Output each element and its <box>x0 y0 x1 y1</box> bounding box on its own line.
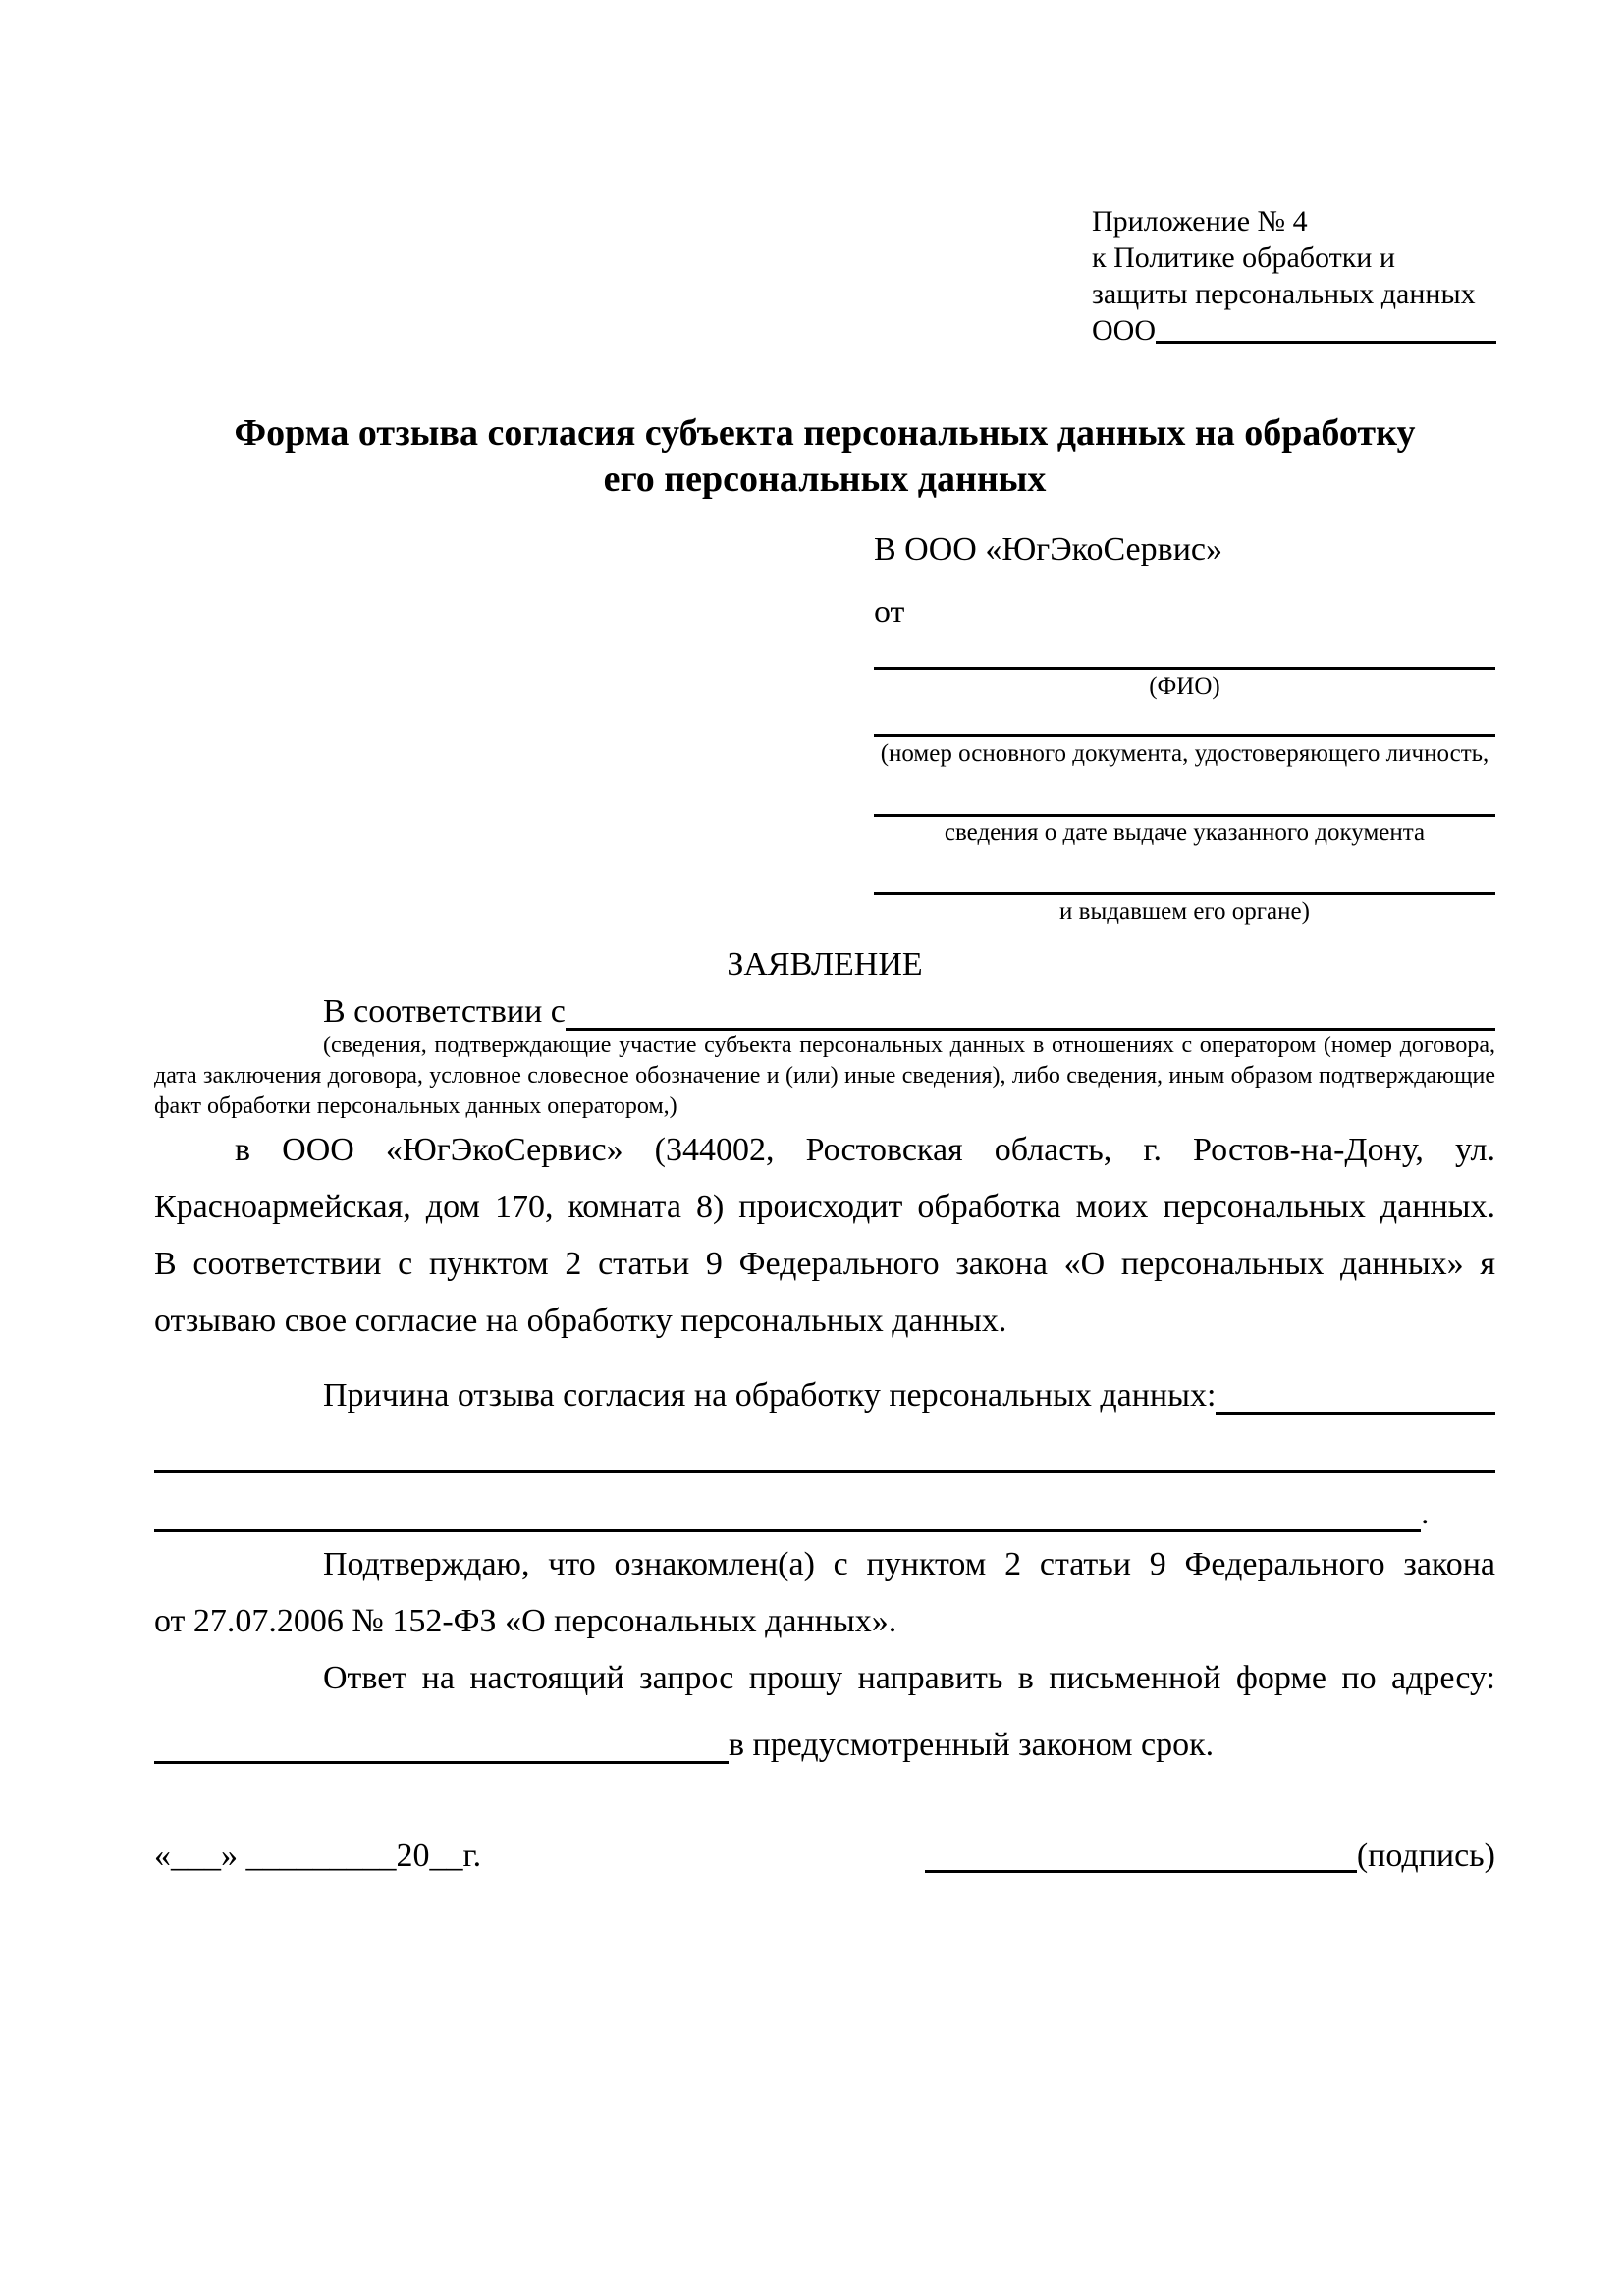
reason-blank-line-end <box>154 1473 1495 1532</box>
confirmation-line: Подтверждаю, что ознакомлен(а) с пунктом 2 статьи 9 Федерального закона <box>323 1546 1495 1582</box>
document-number-caption: (номер основного документа, удостоверяющего личность, <box>880 740 1489 767</box>
sentence-period: . <box>1421 1495 1430 1531</box>
company-name-row <box>1092 312 1496 348</box>
company-abbr-label: ООО <box>1092 314 1156 347</box>
recipient-to: В ООО «ЮгЭкоСервис» <box>874 531 1222 567</box>
title-line-2: его персональных данных <box>603 458 1047 500</box>
appendix-block <box>1092 203 1496 348</box>
reason-label: Причина отзыва согласия на обработку персональных данных: <box>323 1377 1217 1414</box>
intro-prefix: В соответствии с <box>323 993 566 1030</box>
reply-request-line: Ответ на настоящий запрос прошу направить в письменной форме по адресу: <box>323 1660 1495 1696</box>
confirmation-line: от 27.07.2006 № 152-ФЗ «О персональных данных». <box>154 1603 897 1639</box>
footer-row <box>154 1836 1495 1877</box>
document-title <box>154 410 1495 503</box>
issuing-authority-field <box>874 892 1495 929</box>
title-line-1: Форма отзыва согласия субъекта персональных данных на обработку <box>234 412 1416 454</box>
signature-caption: (подпись) <box>1356 1838 1495 1874</box>
reason-blank <box>154 1529 1421 1532</box>
statement-body <box>154 991 1495 1764</box>
reason-row <box>154 1358 1495 1415</box>
issue-date-field <box>874 814 1495 850</box>
document-number-field <box>874 734 1495 771</box>
footnote-text: (сведения, подтверждающие участие субъекта персональных данных в отношениях с оператором (номер договора, дата заключения договора, условное словесное обозначение и (или) иные сведения), либо сведения, иным образом подтверждающие факт обработки персональных данных оператором,) <box>154 1033 1495 1119</box>
reason-blank-line <box>154 1415 1495 1473</box>
address-blank <box>154 1761 729 1764</box>
fio-field <box>874 667 1495 704</box>
main-paragraph-line: в ООО «ЮгЭкоСервис» (344002, Ростовская область, г. Ростов-на-Дону, ул. <box>235 1132 1495 1168</box>
reason-blank <box>1216 1412 1495 1415</box>
recipient-from-label: от <box>874 594 905 630</box>
intro-row <box>154 991 1495 1031</box>
reply-address-row <box>154 1707 1495 1764</box>
fio-caption: (ФИО) <box>1149 673 1220 700</box>
main-paragraph <box>154 1122 1495 1350</box>
statement-heading: ЗАЯВЛЕНИЕ <box>727 946 923 983</box>
issuing-authority-caption: и выдавшем его органе) <box>1059 898 1310 925</box>
appendix-line: защиты персональных данных <box>1092 278 1476 310</box>
recipient-block <box>874 530 1495 929</box>
appendix-line: к Политике обработки и <box>1092 241 1395 274</box>
main-paragraph-line: отзываю свое согласие на обработку персональных данных. <box>154 1303 1007 1339</box>
main-paragraph-line: Красноармейская, дом 170, комната 8) происходит обработка моих персональных данных. <box>154 1189 1495 1225</box>
confirmation-paragraph <box>154 1536 1495 1650</box>
main-paragraph-line: В соответствии с пунктом 2 статьи 9 Федерального закона «О персональных данных» я <box>154 1246 1495 1282</box>
reply-tail-text: в предусмотренный законом срок. <box>729 1727 1215 1763</box>
date-line: «___» _________20__г. <box>154 1838 482 1874</box>
signature-area <box>925 1836 1495 1877</box>
signature-blank <box>925 1870 1357 1873</box>
issue-date-caption: сведения о дате выдаче указанного документа <box>944 820 1426 846</box>
company-name-blank <box>1156 312 1496 344</box>
appendix-line: Приложение № 4 <box>1092 205 1308 238</box>
